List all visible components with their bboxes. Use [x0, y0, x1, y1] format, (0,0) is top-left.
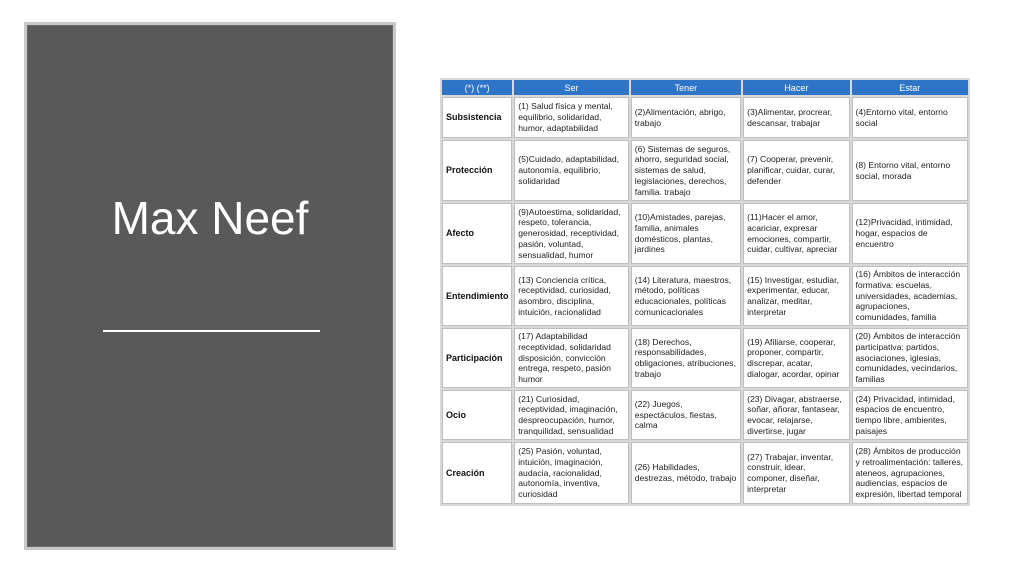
row-label: Entendimiento [442, 266, 512, 326]
table-cell: (18) Derechos, responsabilidades, obligaciones, atribuciones, trabajo [631, 328, 741, 388]
table-cell: (7) Cooperar, prevenir, planificar, cuidar, curar, defender [743, 140, 849, 201]
table-cell: (10)Amistades, parejas, familia, animales domésticos, plantas, jardines [631, 203, 741, 264]
table-cell: (8) Entorno vital, entorno social, morada [852, 140, 968, 201]
table-row-participacion [442, 328, 968, 388]
title-underline [103, 330, 320, 332]
header-cell-marker: (*) (**) [442, 80, 512, 95]
table-row-proteccion [442, 140, 968, 201]
table-cell: (14) Literatura, maestros, método, políticas educacionales, políticas comunicacionales [631, 266, 741, 326]
table-cell: (20) Ámbitos de interacción participativa: partidos, asociaciones, iglesias, comunidades, vecindarios, familias [852, 328, 968, 388]
table-row-entendimiento [442, 266, 968, 326]
table-cell: (27) Trabajar, inventar, construir, idear, componer, diseñar, interpretar [743, 442, 849, 504]
table-cell: (11)Hacer el amor, acariciar, expresar emociones, compartir, cuidar, cultivar, apreciar [743, 203, 849, 264]
row-label: Creación [442, 442, 512, 504]
table-row-creacion [442, 442, 968, 504]
table-cell: (6) Sistemas de seguros, ahorro, seguridad social, sistemas de salud, legislaciones, derechos, familia. trabajo [631, 140, 741, 201]
table-row-subsistencia [442, 97, 968, 138]
table-cell: (28) Ámbitos de producción y retroalimentación: talleres, ateneos, agrupaciones, audiencias, espacios de expresión, libertad temporal [852, 442, 968, 504]
needs-table [440, 78, 970, 506]
table-cell: (9)Autoestima, solidaridad, respeto, tolerancia, generosidad, receptividad, pasión, voluntad, sensualidad, humor [514, 203, 628, 264]
table-row-ocio [442, 390, 968, 440]
header-cell-estar: Estar [852, 80, 968, 95]
slide-title: Max Neef [111, 192, 309, 244]
table-cell: (3)Alimentar, procrear, descansar, trabajar [743, 97, 849, 138]
header-cell-ser: Ser [514, 80, 628, 95]
row-label: Afecto [442, 203, 512, 264]
table-cell: (4)Entorno vital, entorno social [852, 97, 968, 138]
table-cell: (1) Salud física y mental, equilibrio, solidaridad, humor, adaptabilidad [514, 97, 628, 138]
table-cell: (12)Privacidad, intimidad, hogar, espacios de encuentro [852, 203, 968, 264]
table-cell: (25) Pasión, voluntad, intuición, imaginación, audacia, racionalidad, autonomía, inventiva, curiosidad [514, 442, 628, 504]
table-row-afecto [442, 203, 968, 264]
table-cell: (24) Privacidad, intimidad, espacios de encuentro, tiempo libre, ambientes, paisajes [852, 390, 968, 440]
table-cell: (5)Cuidado, adaptabilidad, autonomía, equilibrio, solidaridad [514, 140, 628, 201]
needs-matrix [440, 78, 970, 503]
row-label: Protección [442, 140, 512, 201]
header-cell-tener: Tener [631, 80, 741, 95]
header-row [442, 80, 968, 95]
table-cell: (26) Habilidades, destrezas, método, trabajo [631, 442, 741, 504]
title-panel [24, 22, 396, 550]
table-cell: (16) Ámbitos de interacción formativa: escuelas, universidades, academias, agrupaciones, comunidades, familia [852, 266, 968, 326]
row-label: Ocio [442, 390, 512, 440]
table-cell: (19) Afiliarse, cooperar, proponer, compartir, discrepar, acatar, dialogar, acordar, opinar [743, 328, 849, 388]
table-cell: (13) Conciencia crítica, receptividad, curiosidad, asombro, disciplina, intuición, racionalidad [514, 266, 628, 326]
row-label: Subsistencia [442, 97, 512, 138]
row-label: Participación [442, 328, 512, 388]
table-cell: (17) Adaptabilidad receptividad, solidaridad disposición, convicción entrega, respeto, pasión humor [514, 328, 628, 388]
table-cell: (22) Juegos, espectáculos, fiestas, calma [631, 390, 741, 440]
table-cell: (15) Investigar, estudiar, experimentar, educar, analizar, meditar, interpretar [743, 266, 849, 326]
header-cell-hacer: Hacer [743, 80, 849, 95]
table-cell: (2)Alimentación, abrigo, trabajo [631, 97, 741, 138]
table-cell: (23) Divagar, abstraerse, soñar, añorar, fantasear, evocar, relajarse, divertirse, jugar [743, 390, 849, 440]
table-cell: (21) Curiosidad, receptividad, imaginación, despreocupación, humor, tranquilidad, sensualidad [514, 390, 628, 440]
